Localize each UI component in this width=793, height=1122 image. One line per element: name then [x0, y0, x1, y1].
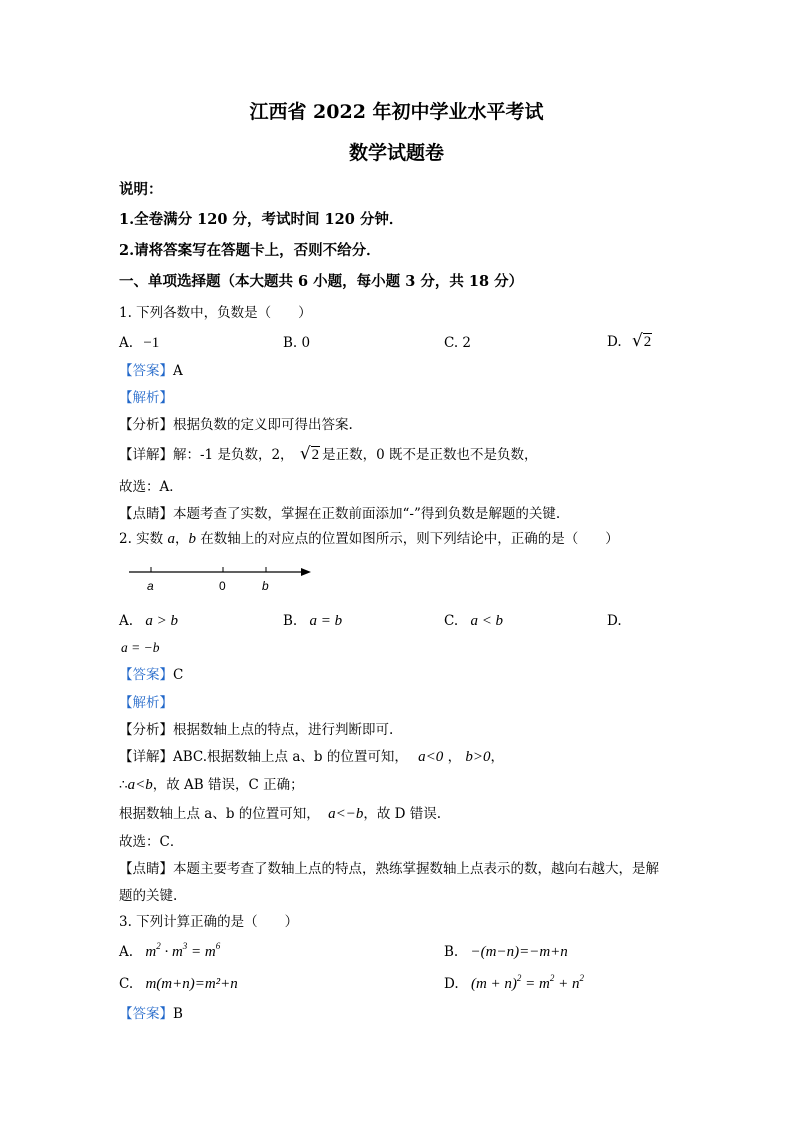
q1-jiexi-tag: 【解析】: [119, 390, 173, 406]
q2-option-a-label: A.: [119, 613, 134, 629]
q3-option-d: [444, 975, 584, 993]
sqrt-symbol: √2: [631, 331, 652, 351]
q3-option-c: [119, 975, 238, 993]
q3-answer: [119, 1005, 183, 1023]
q2-stem-b: b: [188, 531, 196, 547]
q1-stem: 1. 下列各数中，负数是（ ）: [119, 305, 312, 321]
dianjing-tag: 【点睛】: [119, 861, 173, 877]
q1-guxuan: 故选：A．: [119, 479, 183, 495]
answer-tag: 【答案】: [119, 667, 173, 683]
q2-option-b-label: B.: [283, 613, 298, 629]
q2-jiexi-tag: 【解析】: [119, 695, 173, 711]
q2-fenxi: [119, 721, 393, 739]
q1-xiangjie: [119, 445, 538, 464]
q3-option-b-label: B.: [444, 944, 459, 960]
separator: ，: [447, 749, 462, 765]
q2-stem-sep: ，: [174, 531, 189, 547]
sqrt-radicand: 2: [311, 447, 320, 463]
q1-option-a: [119, 334, 159, 352]
q3-option-c-label: C.: [119, 976, 134, 992]
relation-a-lt-b: a<b: [127, 777, 153, 793]
answer-value: B: [173, 1006, 183, 1022]
notes-heading: 说明：: [119, 181, 163, 198]
fenxi-tag: 【分析】: [119, 722, 173, 738]
q1-option-d: [607, 332, 652, 351]
d-reason-rest: ，故 D 错误.: [363, 806, 442, 822]
q3-option-b-value: −(m−n)=−m+n: [470, 944, 568, 960]
therefore-line-text: ，故 AB 错误，C 正确；: [152, 777, 304, 793]
sqrt-symbol: √2: [299, 444, 320, 464]
q2-d-reason: [119, 805, 441, 823]
q2-stem: [119, 530, 619, 548]
q2-answer: [119, 666, 183, 684]
relation-a-lt-0: a<0: [418, 749, 444, 765]
answer-value: A: [173, 363, 183, 379]
q2-stem-rest: 在数轴上的对应点的位置如图所示，则下列结论中，正确的是（ ）: [195, 531, 619, 547]
q3-option-b: [444, 943, 568, 961]
answer-value: C: [173, 667, 184, 683]
q1-option-c: C. 2: [444, 335, 472, 351]
relation-b-gt-0: b>0: [465, 749, 491, 765]
q2-option-b-value: a = b: [309, 613, 343, 629]
dianjing-text-1: 本题主要考查了数轴上点的特点，熟练掌握数轴上点表示的数，越向右越大，是解: [173, 861, 659, 877]
separator: ，: [490, 749, 504, 765]
xiangjie-tag: 【详解】: [119, 447, 173, 463]
section-heading: 一、单项选择题（本大题共 6 小题，每小题 3 分，共 18 分）: [119, 273, 524, 290]
sqrt-radicand: 2: [643, 334, 652, 350]
q2-option-c-value: a < b: [470, 613, 504, 629]
q1-option-a-value: −1: [143, 335, 160, 351]
q2-stem-a: a: [167, 531, 175, 547]
axis-label-b: b: [262, 579, 269, 593]
q2-therefore-line: [119, 776, 304, 794]
q2-option-a-value: a > b: [145, 613, 178, 629]
q2-guxuan: 故选：C．: [119, 834, 184, 850]
q2-option-c: [444, 612, 503, 630]
dianjing-tag: 【点睛】: [119, 506, 173, 522]
page-subtitle: 数学试题卷: [348, 142, 444, 164]
number-line-figure: [125, 562, 315, 596]
q3-option-a: [119, 943, 220, 961]
xiangjie-text-b: 是正数，0 既不是正数也不是负数，: [322, 447, 538, 463]
q2-dianjing-1: [119, 860, 659, 878]
q2-stem-prefix: 2. 实数: [119, 531, 168, 547]
answer-tag: 【答案】: [119, 1006, 173, 1022]
relation-a-lt-neg-b: a<−b: [328, 806, 364, 822]
d-reason-text: 根据数轴上点 a、b 的位置可知，: [119, 806, 320, 822]
fenxi-text: 根据负数的定义即可得出答案.: [173, 417, 353, 433]
q3-option-a-label: A.: [119, 944, 134, 960]
q3-option-c-value: m(m+n)=m²+n: [145, 976, 238, 992]
q2-dianjing-2: 题的关键.: [119, 888, 178, 904]
notes-item-1: 1.全卷满分 120 分，考试时间 120 分钟．: [119, 211, 404, 228]
q3-option-d-label: D.: [444, 976, 459, 992]
xiangjie-text: ABC.根据数轴上点 a、b 的位置可知，: [173, 749, 408, 765]
q3-stem: 3. 下列计算正确的是（ ）: [119, 914, 299, 930]
fenxi-text: 根据数轴上点的特点，进行判断即可.: [173, 722, 394, 738]
q2-option-b: [283, 612, 342, 630]
axis-label-a: a: [147, 579, 154, 593]
q1-option-d-label: D.: [607, 334, 622, 350]
q1-fenxi: [119, 416, 353, 434]
xiangjie-tag: 【详解】: [119, 749, 173, 765]
answer-tag: 【答案】: [119, 363, 173, 379]
q1-answer: [119, 362, 183, 380]
q1-option-a-label: A.: [119, 335, 134, 351]
fenxi-tag: 【分析】: [119, 417, 173, 433]
xiangjie-text-a: 解：-1 是负数，2，: [173, 447, 294, 463]
q1-option-b: B. 0: [283, 335, 311, 351]
axis-label-zero: 0: [219, 579, 226, 593]
q2-option-c-label: C.: [444, 613, 459, 629]
page-title: 江西省 2022 年初中学业水平考试: [249, 101, 544, 123]
notes-item-2: 2.请将答案写在答题卡上，否则不给分．: [119, 242, 381, 259]
dianjing-text: 本题考查了实数，掌握在正数前面添加“-”得到负数是解题的关键.: [173, 506, 561, 522]
q2-option-d-value: a = −b: [121, 640, 160, 655]
q3-option-d-value: $(m + n)^2 = m^2 + n^2$: [470, 973, 584, 992]
q2-option-a: [119, 612, 178, 630]
therefore-symbol: ∴: [119, 777, 128, 793]
q2-option-d-label: D.: [607, 613, 622, 629]
q1-dianjing: [119, 505, 560, 523]
q2-xiangjie: [119, 748, 504, 766]
arrow-icon: [301, 568, 311, 576]
q3-option-a-value: $m^2 \cdot m^3 = m^6$: [145, 941, 221, 960]
